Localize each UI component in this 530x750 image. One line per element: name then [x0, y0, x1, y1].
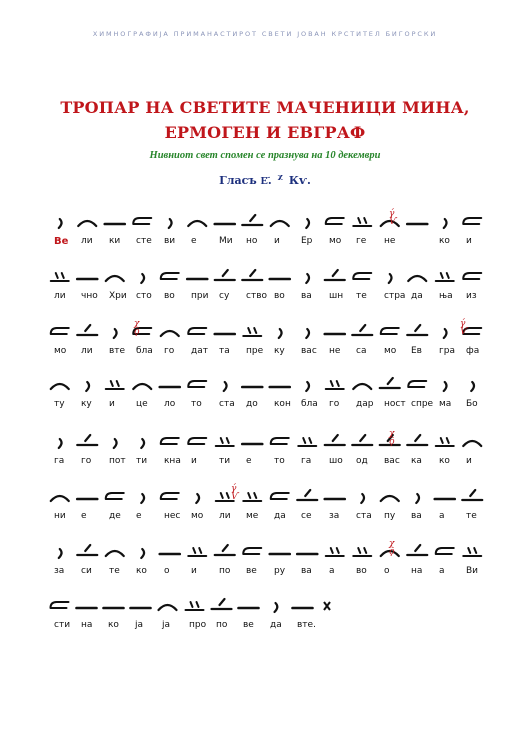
- neume-glyph: [325, 435, 345, 445]
- neume-glyph: [306, 329, 309, 338]
- lyric-syllable: ња: [439, 291, 453, 301]
- neume-glyph: [243, 548, 261, 554]
- lyric-syllable: сте: [136, 236, 152, 246]
- lyric-syllable: при: [191, 291, 209, 301]
- phthora-bottom: Ѵ: [389, 217, 397, 227]
- neume-glyph: [141, 549, 144, 558]
- lyric-syllable: не: [329, 346, 341, 356]
- neume-glyph: [161, 438, 179, 444]
- lyric-syllable: су: [219, 291, 230, 301]
- neume-glyph: [77, 325, 97, 335]
- lyric-syllable: и: [109, 399, 115, 409]
- lyric-row: [46, 291, 486, 305]
- lyric-syllable: ки: [109, 236, 121, 246]
- lyric-syllable: те: [356, 291, 367, 301]
- neume-glyph: [141, 274, 144, 283]
- lyric-syllable: гра: [439, 346, 455, 356]
- phthora-sign: [231, 485, 239, 501]
- lyric-syllable: ка: [411, 456, 422, 466]
- lyric-syllable: пре: [246, 346, 264, 356]
- neume-glyph: [444, 329, 447, 338]
- tone-martyria-mark: ᵡ: [277, 172, 283, 187]
- neume-glyph: [243, 328, 261, 336]
- lyric-syllable: ко: [136, 566, 147, 576]
- phthora-bottom: ϙ: [134, 327, 140, 337]
- neume-glyph: [242, 270, 262, 280]
- tone-label: Гласъ: [219, 174, 257, 187]
- neume-glyph: [326, 218, 344, 224]
- neume-row: [46, 540, 486, 564]
- lyric-syllable: ли: [81, 236, 93, 246]
- lyric-syllable: ко: [439, 236, 450, 246]
- neume-glyph: [471, 382, 474, 391]
- phthora-top: χ: [389, 429, 395, 439]
- phthora-sign: [389, 430, 394, 446]
- lyric-syllable: а: [439, 511, 445, 521]
- lyric-syllable: сто: [136, 291, 152, 301]
- lyric-syllable: го: [81, 456, 92, 466]
- lyric-syllable: шн: [329, 291, 344, 301]
- neume-glyph: [436, 438, 454, 446]
- lyric-syllable: да: [411, 291, 423, 301]
- lyric-syllable: вте.: [297, 620, 316, 630]
- lyric-syllable: е: [191, 236, 197, 246]
- lyric-syllable: ко: [108, 620, 119, 630]
- phthora-top: γ́: [460, 319, 466, 329]
- neume-glyph: [114, 439, 117, 448]
- neume-glyph: [196, 494, 199, 503]
- neume-glyph: [380, 378, 400, 388]
- lyric-syllable: Ви: [466, 566, 479, 576]
- neume-glyph: [161, 493, 179, 499]
- lyric-syllable: ту: [54, 399, 65, 409]
- lyric-syllable: ти: [136, 456, 148, 466]
- lyric-syllable: дар: [356, 399, 374, 409]
- neume-glyph: [361, 494, 364, 503]
- lyric-syllable: ли: [54, 291, 66, 301]
- neume-glyph: [224, 382, 227, 391]
- lyric-syllable: не: [384, 236, 396, 246]
- lyric-syllable: ме: [246, 511, 259, 521]
- neume-glyph: [463, 441, 481, 446]
- neume-glyph: [326, 548, 344, 556]
- neume-glyph: [407, 435, 427, 445]
- neume-glyph: [297, 490, 317, 500]
- neume-glyph: [407, 545, 427, 555]
- lyric-syllable: ја: [162, 620, 171, 630]
- lyric-syllable: о: [164, 566, 170, 576]
- lyric-syllable: Ер: [301, 236, 313, 246]
- neume-glyph: [444, 219, 447, 228]
- lyric-syllable: ку: [81, 399, 92, 409]
- lyric-syllable: ви: [164, 236, 176, 246]
- lyric-syllable: га: [54, 456, 65, 466]
- neume-row: [46, 210, 486, 234]
- lyric-syllable: стра: [384, 291, 406, 301]
- lyric-syllable: Бо: [466, 399, 478, 409]
- lyric-row: [46, 511, 486, 525]
- lyric-syllable: ко: [439, 456, 450, 466]
- neume-glyph: [444, 382, 447, 391]
- neume-glyph: [353, 273, 371, 279]
- phthora-sign: [460, 320, 468, 336]
- neume-glyph: [133, 384, 151, 389]
- neume-glyph: [271, 221, 289, 226]
- neume-glyph: [353, 218, 371, 226]
- neume-glyph: [51, 384, 69, 389]
- neume-glyph: [215, 270, 235, 280]
- lyric-syllable: се: [301, 511, 312, 521]
- lyric-syllable: ста: [219, 399, 235, 409]
- lyric-syllable: во: [274, 291, 285, 301]
- neume-glyph: [51, 496, 69, 501]
- lyric-syllable: вте: [109, 346, 126, 356]
- feast-date-subtitle: Нивниот свет спомен се празнува на 10 декември: [149, 150, 381, 161]
- neume-glyph: [51, 602, 69, 608]
- neume-glyph: [298, 438, 316, 446]
- neume-glyph: [407, 325, 427, 335]
- neume-glyph: [381, 328, 399, 334]
- lyric-syllable: си: [81, 566, 92, 576]
- neume-glyph: [389, 274, 392, 283]
- lyric-syllable: пот: [109, 456, 126, 466]
- neume-row: [46, 373, 486, 397]
- neume-glyph: [141, 494, 144, 503]
- neume-glyph: [243, 493, 261, 501]
- neume-glyph: [408, 381, 426, 387]
- final-cadence-mark: [324, 602, 330, 610]
- lyric-syllable: и: [466, 456, 472, 466]
- phthora-bottom: ϙ: [389, 437, 395, 447]
- neume-glyph: [271, 438, 289, 444]
- monastery-header: ХИМНОГРАФИЈА ПРИМАНАСТИРОТ СВЕТИ ЈОВАН КРСТИТЕЛ БИГОРСКИ: [92, 30, 438, 38]
- lyric-syllable: на: [81, 620, 93, 630]
- phthora-bottom: Ѵ: [231, 492, 239, 502]
- neume-glyph: [59, 219, 62, 228]
- tone-key: Кѵ.: [288, 174, 311, 187]
- phthora-top: χ: [389, 539, 395, 549]
- lyric-syllable: ва: [301, 566, 312, 576]
- lyric-syllable: мо: [329, 236, 342, 246]
- neume-glyph: [353, 548, 371, 556]
- neume-glyph: [306, 382, 309, 391]
- neume-glyph: [306, 274, 309, 283]
- neume-glyph: [161, 331, 179, 336]
- neume-row: [46, 320, 486, 344]
- lyric-syllable: а: [329, 566, 335, 576]
- neume-glyph: [352, 325, 372, 335]
- lyric-row: [46, 236, 486, 250]
- lyric-syllable: те: [109, 566, 120, 576]
- lyric-syllable: те: [466, 511, 477, 521]
- neume-glyph: [216, 438, 234, 446]
- lyric-syllable: пу: [384, 511, 396, 521]
- lyric-syllable: да: [274, 511, 286, 521]
- neume-glyph: [275, 603, 278, 612]
- lyric-syllable: ге: [356, 236, 367, 246]
- lyric-syllable: спре: [411, 399, 434, 409]
- neume-row: [46, 485, 486, 509]
- neume-glyph: [133, 218, 151, 224]
- neume-glyph: [161, 273, 179, 279]
- neume-glyph: [141, 439, 144, 448]
- lyric-syllable: вас: [384, 456, 400, 466]
- neume-glyph: [114, 329, 117, 338]
- phthora-top: γ́: [231, 484, 237, 494]
- lyric-syllable: ру: [274, 566, 286, 576]
- lyric-syllable: сти: [54, 620, 71, 630]
- lyric-syllable: бла: [301, 399, 318, 409]
- lyric-syllable: ста: [356, 511, 372, 521]
- neume-glyph: [352, 435, 372, 445]
- lyric-syllable: о: [384, 566, 390, 576]
- lyric-syllable: ло: [164, 399, 176, 409]
- neume-glyph: [106, 381, 124, 389]
- lyric-syllable: кна: [164, 456, 181, 466]
- lyric-syllable: да: [270, 620, 282, 630]
- lyric-syllable: за: [54, 566, 65, 576]
- neume-glyph: [325, 270, 345, 280]
- lyric-syllable: а: [439, 566, 445, 576]
- lyric-syllable: нес: [164, 511, 181, 521]
- hymn-title: ТРОПАР НА СВЕТИТЕ МАЧЕНИЦИ МИНА, ЕРМОГЕН И ЕВГРАФ: [60, 98, 470, 142]
- lyric-syllable: го: [164, 346, 175, 356]
- lyric-syllable: и: [191, 566, 197, 576]
- lyric-syllable: е: [81, 511, 87, 521]
- lyric-syllable: та: [219, 346, 230, 356]
- neume-glyph: [436, 548, 454, 554]
- neume-glyph: [242, 215, 262, 225]
- neume-glyph: [106, 493, 124, 499]
- lyric-syllable: ва: [411, 511, 422, 521]
- lyric-syllable: од: [356, 456, 368, 466]
- neume-glyph: [436, 273, 454, 281]
- lyric-syllable: на: [411, 566, 423, 576]
- neume-glyph: [463, 273, 481, 279]
- lyric-syllable: бла: [136, 346, 153, 356]
- lyric-syllable: то: [274, 456, 285, 466]
- neume-glyph: [188, 438, 206, 444]
- lyric-syllable: га: [301, 456, 312, 466]
- neume-glyph: [326, 381, 344, 389]
- lyric-syllable: мо: [384, 346, 397, 356]
- lyric-syllable: про: [189, 620, 207, 630]
- lyric-syllable: ја: [135, 620, 144, 630]
- neume-glyph: [188, 221, 206, 226]
- lyric-syllable: ли: [81, 346, 93, 356]
- lyric-syllable: и: [191, 456, 197, 466]
- lyric-row: [46, 399, 486, 413]
- lyric-syllable: мо: [191, 511, 204, 521]
- neume-row: [46, 594, 486, 618]
- lyric-row: [46, 620, 486, 634]
- neume-glyph: [188, 548, 206, 556]
- lyric-syllable: ва: [301, 291, 312, 301]
- neume-glyph: [408, 276, 426, 281]
- lyric-syllable: но: [246, 236, 258, 246]
- neume-glyph: [86, 382, 89, 391]
- phthora-sign: [389, 540, 394, 556]
- lyric-syllable: го: [329, 399, 340, 409]
- phthora-top: γ́: [389, 209, 395, 219]
- lyric-syllable: по: [219, 566, 231, 576]
- neume-glyph: [77, 545, 97, 555]
- lyric-syllable: Хри: [109, 291, 127, 301]
- lyric-syllable: ма: [439, 399, 452, 409]
- tone-indicator: [0, 172, 530, 187]
- neume-glyph: [215, 545, 235, 555]
- lyric-syllable: Ми: [219, 236, 233, 246]
- lyric-syllable: за: [329, 511, 340, 521]
- lyric-syllable: ност: [384, 399, 406, 409]
- phthora-bottom: Ѵ: [460, 327, 468, 337]
- lyric-syllable: по: [216, 620, 228, 630]
- neume-glyph: [106, 276, 124, 281]
- lyric-syllable: ство: [246, 291, 268, 301]
- lyric-syllable: дат: [191, 346, 208, 356]
- lyric-syllable: чно: [81, 291, 98, 301]
- neume-glyph: [169, 219, 172, 228]
- neume-glyph: [212, 599, 232, 609]
- neume-glyph: [279, 329, 282, 338]
- lyric-syllable: ве: [246, 566, 257, 576]
- lyric-row: [46, 566, 486, 580]
- lyric-syllable: фа: [466, 346, 480, 356]
- neume-glyph: [106, 551, 124, 556]
- lyric-row: [46, 346, 486, 360]
- lyric-syllable: и: [466, 236, 472, 246]
- lyric-syllable: кон: [274, 399, 291, 409]
- lyric-syllable: ли: [219, 511, 231, 521]
- neume-glyph: [59, 549, 62, 558]
- neume-glyph: [306, 219, 309, 228]
- lyric-syllable: во: [356, 566, 367, 576]
- neume-glyph: [271, 493, 289, 499]
- lyric-row: [46, 456, 486, 470]
- neume-glyph: [51, 273, 69, 281]
- lyric-syllable: Ев: [411, 346, 422, 356]
- initial-syllable: Ве: [54, 236, 69, 247]
- lyric-syllable: шо: [329, 456, 343, 466]
- neume-glyph: [381, 496, 399, 501]
- neume-glyph: [416, 494, 419, 503]
- lyric-syllable: са: [356, 346, 367, 356]
- neume-glyph: [51, 328, 69, 334]
- neume-glyph: [462, 490, 482, 500]
- phthora-top: χ: [134, 319, 140, 329]
- lyric-syllable: ти: [219, 456, 231, 466]
- lyric-syllable: ни: [54, 511, 66, 521]
- neume-glyph: [188, 328, 206, 334]
- neume-glyph: [463, 548, 481, 556]
- neume-glyph: [463, 218, 481, 224]
- phthora-sign: [134, 320, 139, 336]
- lyric-syllable: ку: [274, 346, 285, 356]
- phthora-sign: [389, 210, 397, 226]
- lyric-syllable: и: [274, 236, 280, 246]
- neume-glyph: [188, 381, 206, 387]
- neume-row: [46, 265, 486, 289]
- lyric-syllable: ве: [243, 620, 254, 630]
- lyric-syllable: вас: [301, 346, 317, 356]
- lyric-syllable: до: [246, 399, 258, 409]
- neume-glyph: [77, 435, 97, 445]
- neume-row: [46, 430, 486, 454]
- tone-number: Е҃.: [260, 174, 272, 187]
- neume-glyph: [186, 602, 204, 610]
- lyric-syllable: де: [109, 511, 121, 521]
- neume-glyph: [59, 439, 62, 448]
- lyric-syllable: во: [164, 291, 175, 301]
- lyric-syllable: е: [136, 511, 142, 521]
- neume-glyph: [353, 384, 371, 389]
- lyric-syllable: то: [191, 399, 202, 409]
- phthora-bottom: ϙ: [389, 547, 395, 557]
- lyric-syllable: це: [136, 399, 148, 409]
- lyric-syllable: из: [466, 291, 477, 301]
- neume-glyph: [159, 605, 177, 610]
- lyric-syllable: мо: [54, 346, 67, 356]
- lyric-syllable: е: [246, 456, 252, 466]
- neume-glyph: [78, 221, 96, 226]
